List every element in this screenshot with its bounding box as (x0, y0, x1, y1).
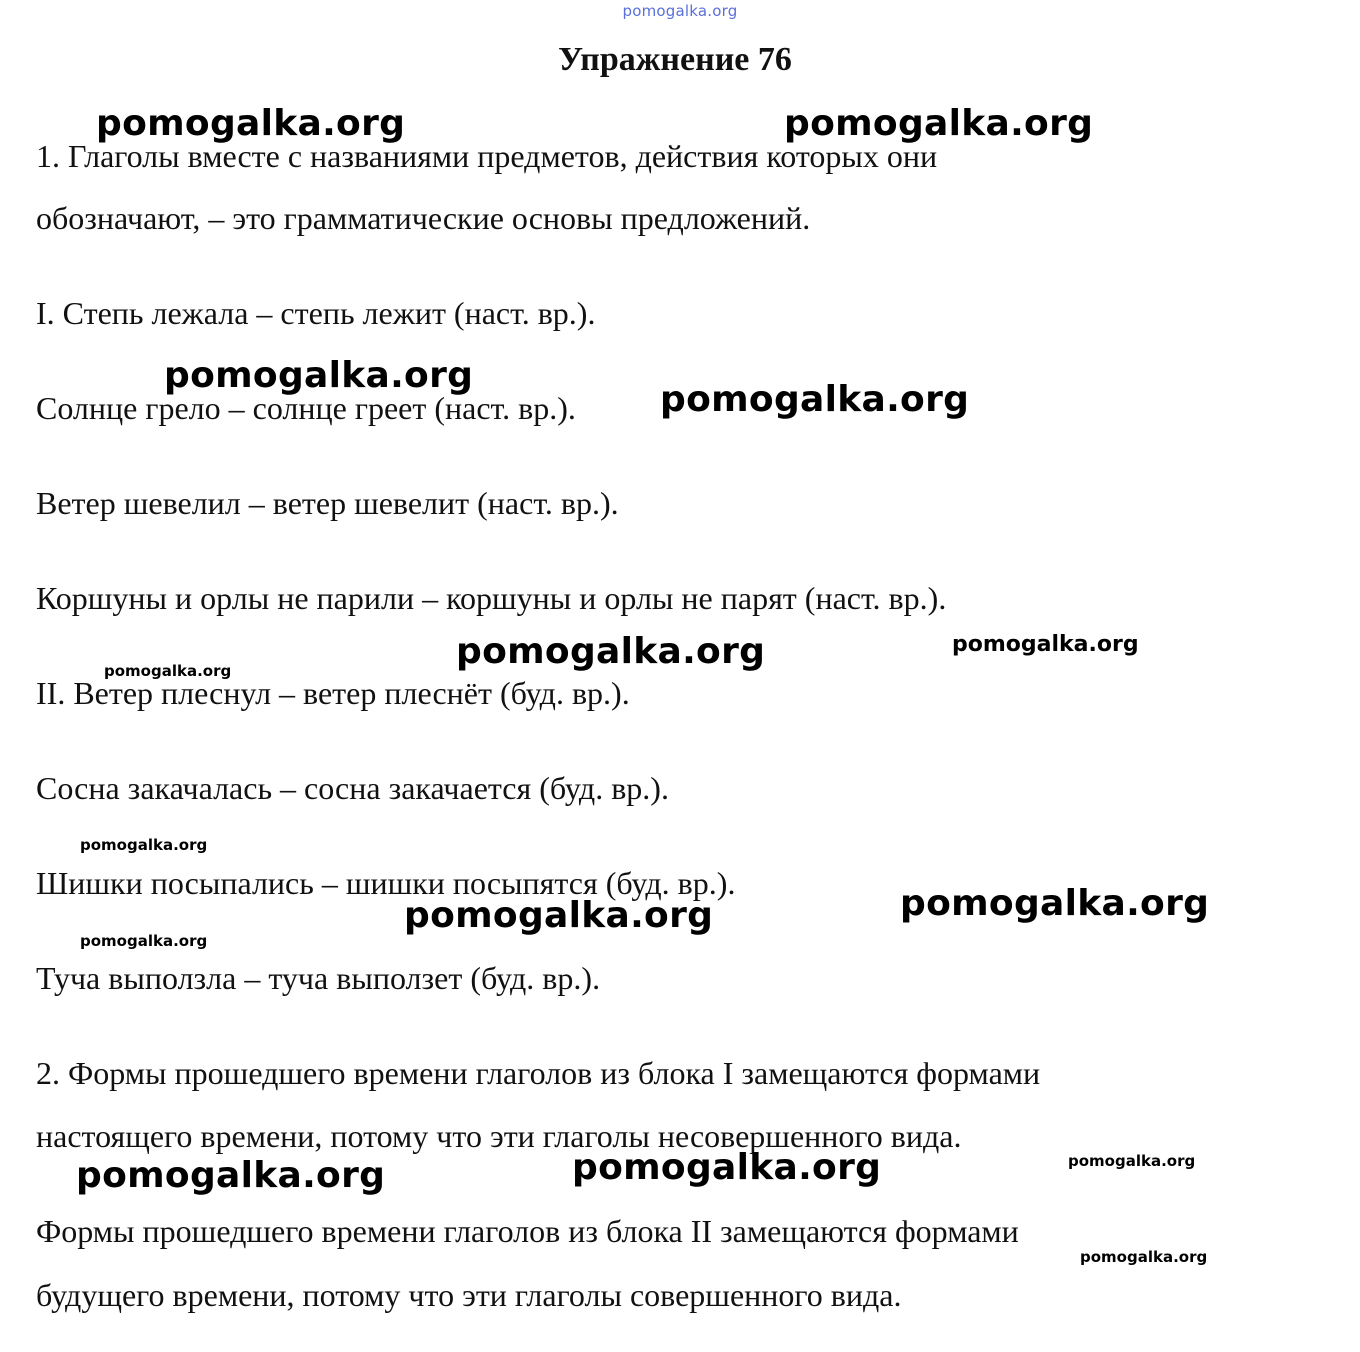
text-line: 1. Глаголы вместе с названиями предметов, действия которых они (36, 138, 938, 174)
watermark: pomogalka.org (660, 379, 970, 420)
text-line: Коршуны и орлы не парили – коршуны и орлы не парят (наст. вр.). (36, 580, 947, 616)
watermark: pomogalka.org (80, 932, 208, 950)
text-line: Формы прошедшего времени глаголов из блока II замещаются формами (36, 1213, 1019, 1249)
text-line: Туча выползла – туча выползет (буд. вр.). (36, 960, 601, 996)
watermark: pomogalka.org (572, 1147, 882, 1188)
text-line: Ветер шевелил – ветер шевелит (наст. вр.). (36, 485, 619, 521)
text-line: Шишки посыпались – шишки посыпятся (буд. вр.). (36, 865, 736, 901)
watermark: pomogalka.org (952, 632, 1139, 657)
header-site-watermark: pomogalka.org (622, 2, 738, 20)
watermark: pomogalka.org (900, 883, 1210, 924)
text-line: II. Ветер плеснул – ветер плеснёт (буд. вр.). (36, 675, 630, 711)
watermark: pomogalka.org (80, 836, 208, 854)
watermark: pomogalka.org (784, 103, 1094, 144)
watermark: pomogalka.org (456, 631, 766, 672)
watermark: pomogalka.org (164, 355, 474, 396)
text-line: обозначают, – это грамматические основы предложений. (36, 200, 811, 236)
text-line: 2. Формы прошедшего времени глаголов из блока I замещаются формами (36, 1055, 1041, 1091)
page-title: Упражнение 76 (558, 41, 792, 78)
text-line: будущего времени, потому что эти глаголы совершенного вида. (36, 1277, 902, 1313)
text-line: настоящего времени, потому что эти глаголы несовершенного вида. (36, 1118, 962, 1154)
text-line: Солнце грело – солнце греет (наст. вр.). (36, 390, 576, 426)
watermark: pomogalka.org (404, 895, 714, 936)
watermark: pomogalka.org (96, 103, 406, 144)
text-line: Сосна закачалась – сосна закачается (буд. вр.). (36, 770, 669, 806)
watermark: pomogalka.org (1068, 1152, 1196, 1170)
watermark: pomogalka.org (76, 1155, 386, 1196)
text-line: I. Степь лежала – степь лежит (наст. вр.). (36, 295, 596, 331)
watermark: pomogalka.org (1080, 1248, 1208, 1266)
watermark: pomogalka.org (104, 662, 232, 680)
